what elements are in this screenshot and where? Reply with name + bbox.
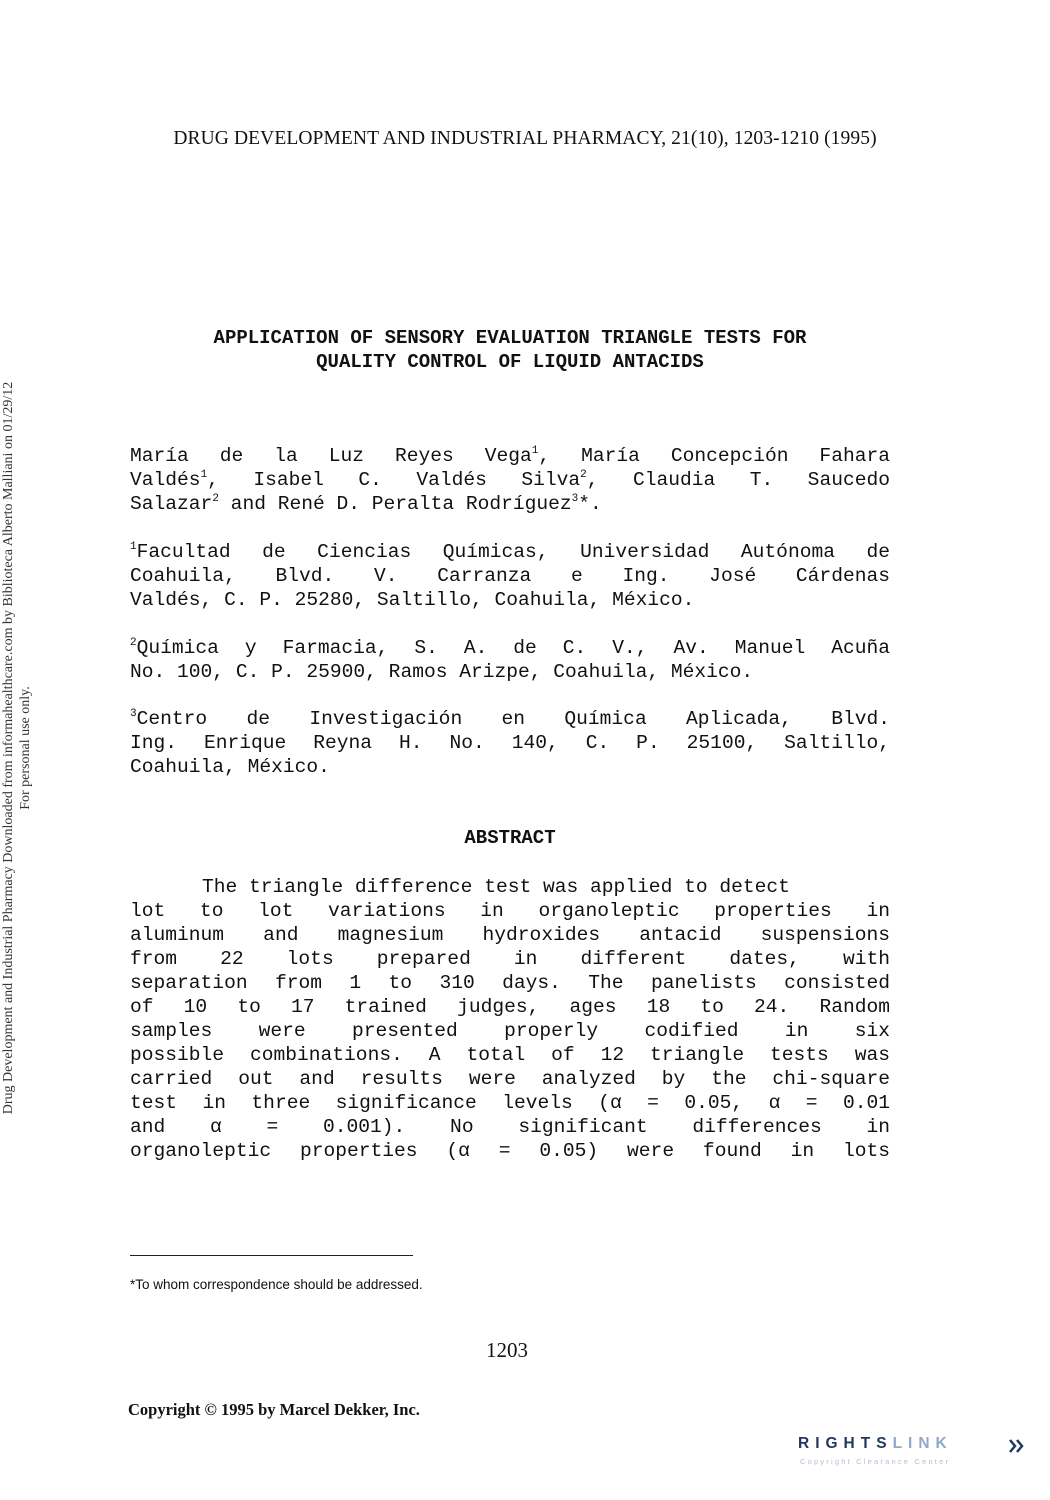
author-text: , María Concepción Fahara bbox=[538, 445, 890, 467]
abstract-line: test in three significance levels (α = 0.05, α = 0.01 bbox=[130, 1092, 890, 1114]
affiliation-line bbox=[130, 540, 890, 564]
rightslink-arrow-icon bbox=[1008, 1438, 1028, 1454]
author-text: , Isabel C. Valdés Silva bbox=[207, 469, 581, 491]
abstract-line: from 22 lots prepared in different dates, with bbox=[130, 948, 890, 970]
author-text: María de la Luz Reyes Vega bbox=[130, 445, 532, 467]
abstract-heading: ABSTRACT bbox=[464, 827, 556, 849]
rightslink-logo[interactable] bbox=[798, 1435, 1030, 1475]
author-line-2 bbox=[130, 468, 890, 492]
author-line-1 bbox=[130, 444, 890, 468]
affiliation-line: No. 100, C. P. 25900, Ramos Arizpe, Coahuila, México. bbox=[130, 661, 754, 683]
affiliation-line bbox=[130, 707, 890, 731]
abstract-line: lot to lot variations in organoleptic properties in bbox=[130, 900, 890, 922]
footnote-divider bbox=[130, 1255, 413, 1256]
title-line-1: APPLICATION OF SENSORY EVALUATION TRIANGLE TESTS FOR bbox=[213, 327, 807, 349]
affiliation-marker: 3 bbox=[130, 708, 137, 720]
affiliation-line bbox=[130, 636, 890, 660]
affiliation-1 bbox=[130, 540, 890, 612]
download-notice bbox=[0, 298, 52, 1198]
rightslink-link-text: LINK bbox=[892, 1435, 953, 1452]
author-line-3 bbox=[130, 492, 890, 516]
abstract-line: possible combinations. A total of 12 triangle tests was bbox=[130, 1044, 890, 1066]
affiliation-marker: 1 bbox=[531, 445, 539, 457]
copyright-notice: Copyright © 1995 by Marcel Dekker, Inc. bbox=[128, 1400, 420, 1419]
abstract-line: aluminum and magnesium hydroxides antacid suspensions bbox=[130, 924, 890, 946]
download-notice-line1: Drug Development and Industrial Pharmacy Downloaded from informahealthcare.com by Biblioteca Alberto Malliani on 01/29/12 bbox=[1, 381, 16, 1115]
title-line-2: QUALITY CONTROL OF LIQUID ANTACIDS bbox=[316, 351, 704, 373]
download-notice-line2: For personal use only. bbox=[18, 686, 33, 810]
abstract-body bbox=[130, 875, 890, 1163]
rightslink-subtitle: Copyright Clearance Center bbox=[800, 1457, 951, 1466]
affiliation-marker: 2 bbox=[130, 637, 137, 649]
affiliation-marker: 3 bbox=[571, 493, 579, 505]
affiliation-text: Química y Farmacia, S. A. de C. V., Av. Manuel Acuña bbox=[136, 637, 890, 659]
affiliation-line: Coahuila, México. bbox=[130, 756, 330, 778]
affiliation-marker: 1 bbox=[130, 541, 137, 553]
affiliation-3 bbox=[130, 707, 890, 779]
rightslink-wordmark bbox=[798, 1435, 953, 1452]
author-text: and René D. Peralta Rodríguez bbox=[218, 493, 572, 515]
affiliation-line: Ing. Enrique Reyna H. No. 140, C. P. 25100, Saltillo, bbox=[130, 732, 890, 754]
affiliation-marker: 1 bbox=[200, 469, 208, 481]
rightslink-rights-text: RIGHTS bbox=[798, 1435, 893, 1452]
author-text: , Claudia T. Saucedo bbox=[586, 469, 890, 491]
paper-title bbox=[128, 326, 892, 374]
author-text: Valdés bbox=[130, 469, 201, 491]
affiliation-marker: 2 bbox=[580, 469, 587, 481]
abstract-line: carried out and results were analyzed by the chi-square bbox=[130, 1068, 890, 1090]
affiliation-text: Centro de Investigación en Química Aplicada, Blvd. bbox=[136, 708, 890, 730]
affiliation-line: Valdés, C. P. 25280, Saltillo, Coahuila, México. bbox=[130, 589, 695, 611]
page-number: 1203 bbox=[486, 1338, 528, 1362]
affiliation-marker: 2 bbox=[212, 493, 219, 505]
abstract-line: samples were presented properly codified in six bbox=[130, 1020, 890, 1042]
affiliation-line: Coahuila, Blvd. V. Carranza e Ing. José Cárdenas bbox=[130, 565, 890, 587]
abstract-line: of 10 to 17 trained judges, ages 18 to 24. Random bbox=[130, 996, 890, 1018]
journal-header: DRUG DEVELOPMENT AND INDUSTRIAL PHARMACY, 21(10), 1203-1210 (1995) bbox=[173, 128, 877, 149]
author-text: *. bbox=[578, 493, 602, 515]
correspondence-footnote: *To whom correspondence should be addressed. bbox=[130, 1277, 423, 1292]
abstract-line: and α = 0.001). No significant differences in bbox=[130, 1116, 890, 1138]
author-list bbox=[130, 444, 890, 516]
author-text: Salazar bbox=[130, 493, 213, 515]
abstract-line: The triangle difference test was applied to detect bbox=[202, 876, 790, 898]
affiliation-text: Facultad de Ciencias Químicas, Universidad Autónoma de bbox=[136, 541, 890, 563]
abstract-line: organoleptic properties (α = 0.05) were found in lots bbox=[130, 1140, 890, 1162]
abstract-line: separation from 1 to 310 days. The panelists consisted bbox=[130, 972, 890, 994]
affiliation-2 bbox=[130, 636, 890, 684]
